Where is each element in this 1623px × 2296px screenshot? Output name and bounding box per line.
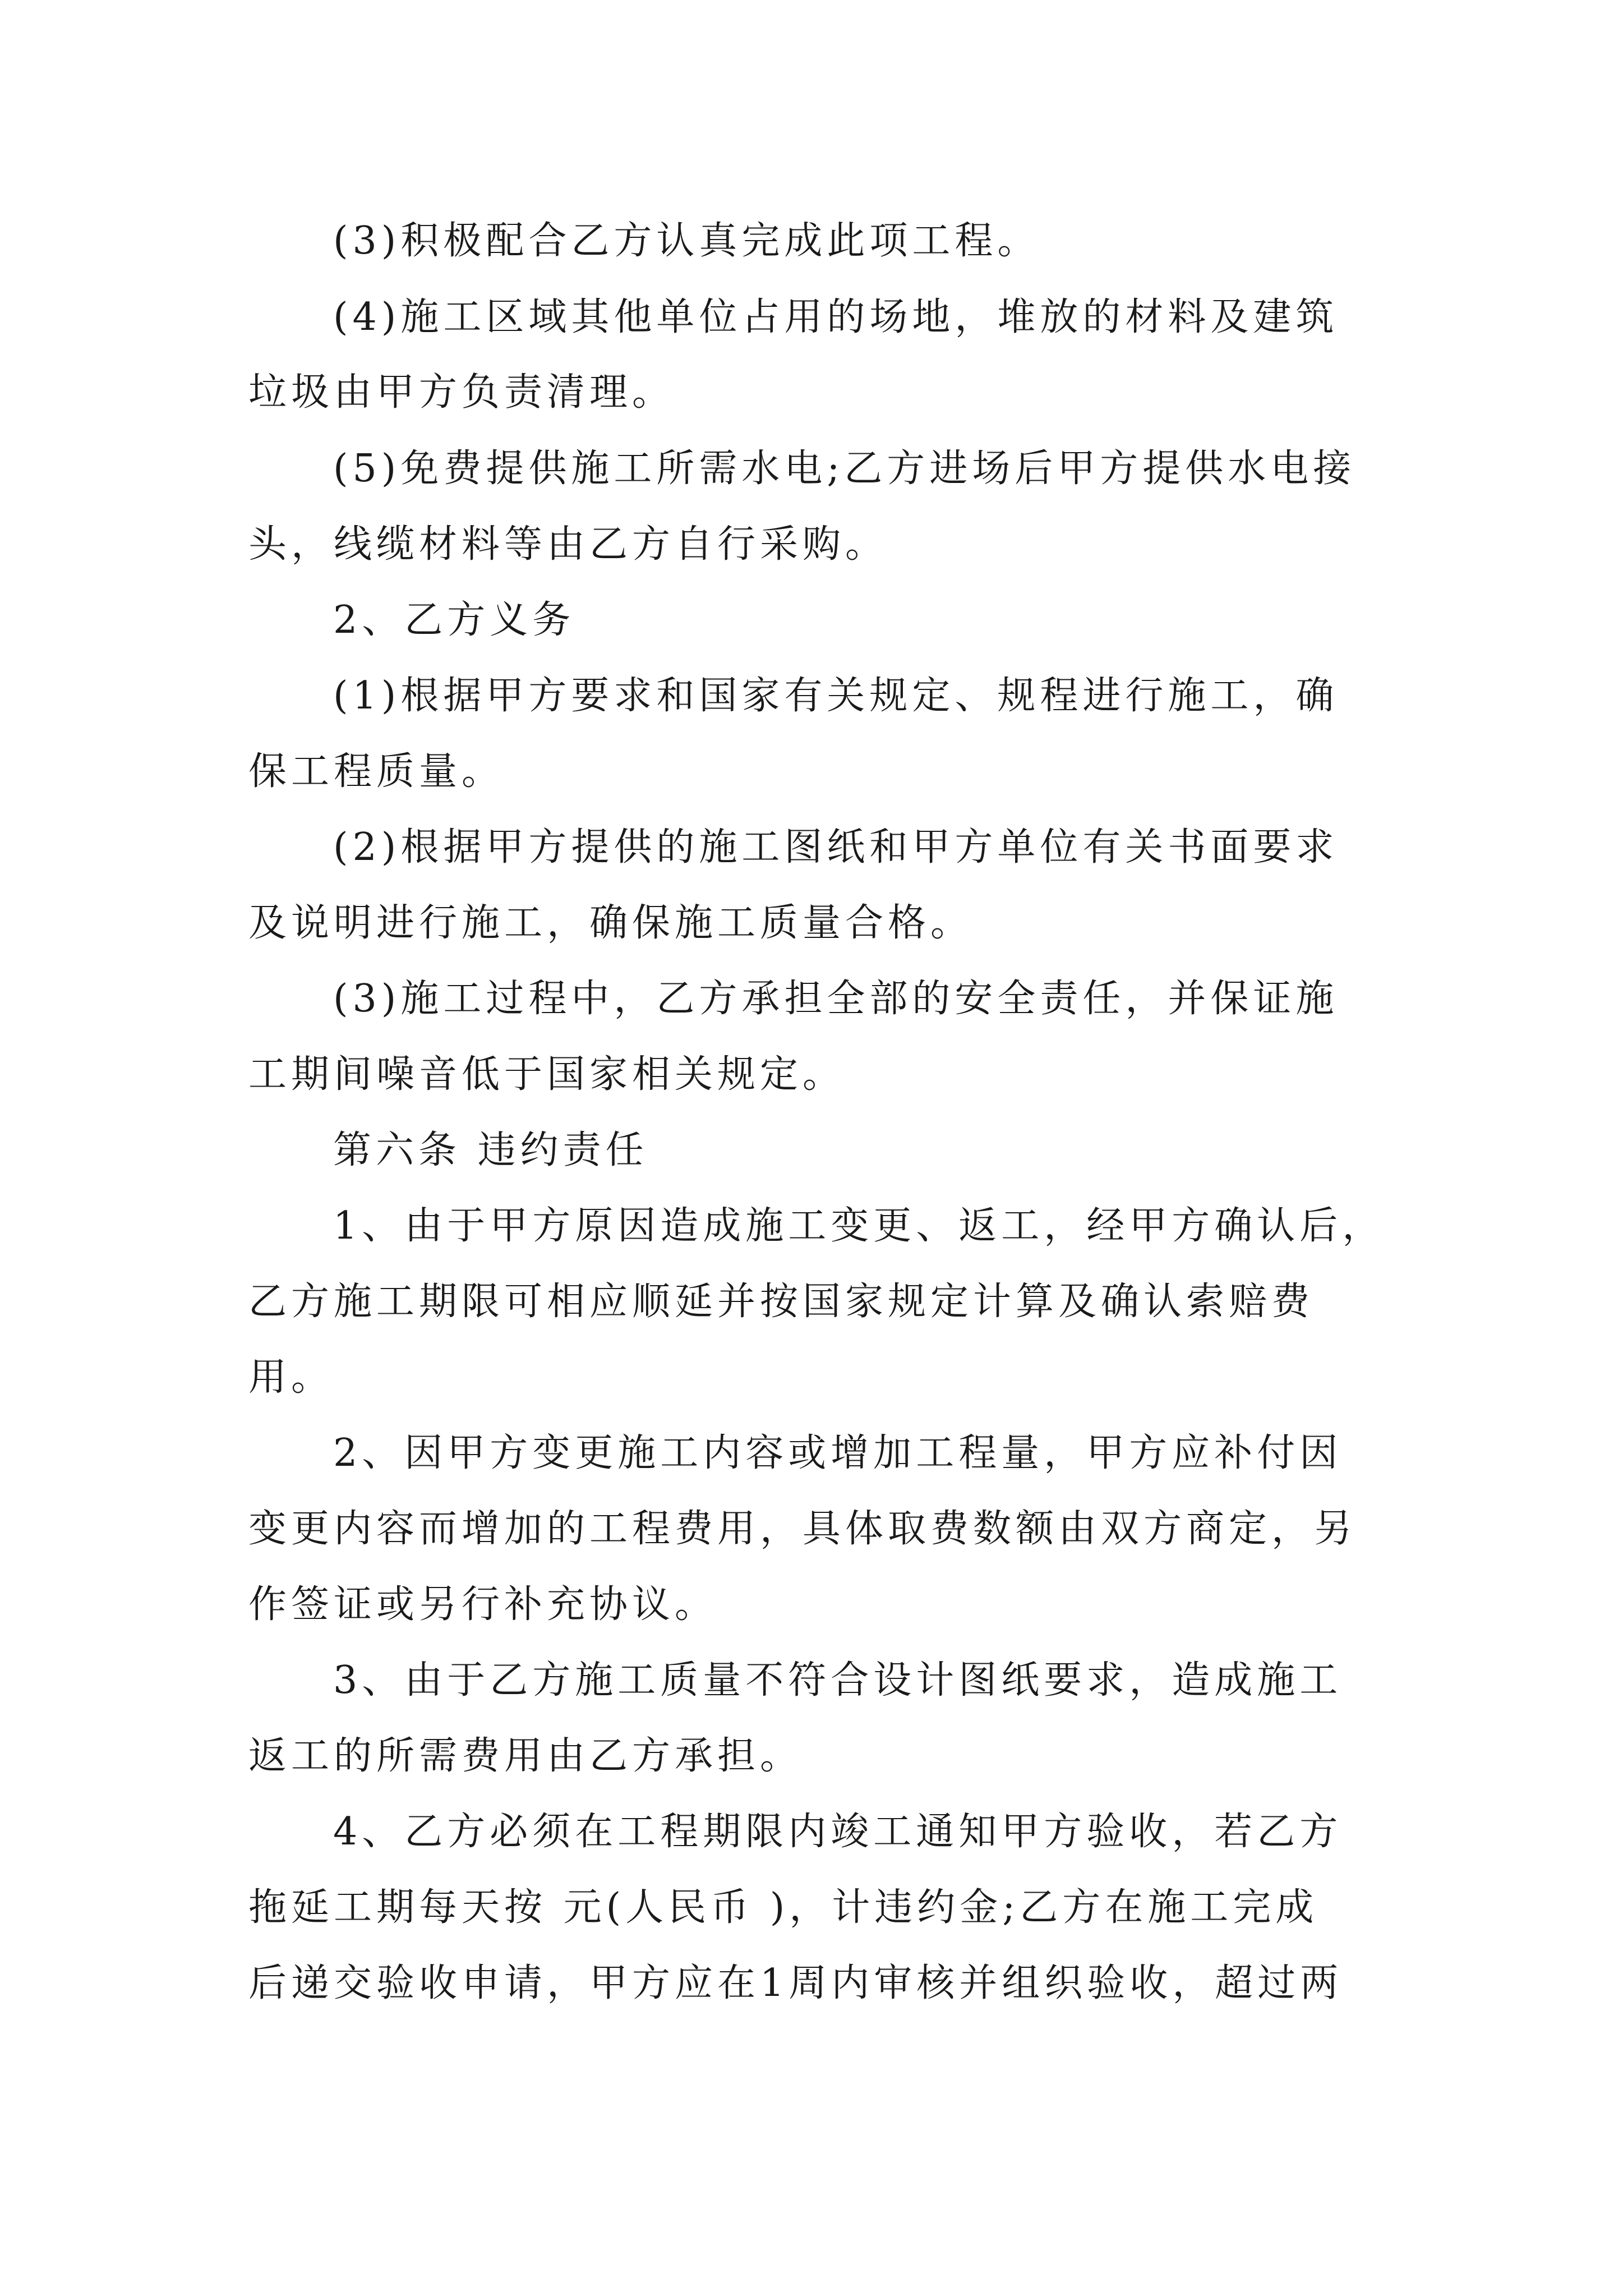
text-line: (4)施工区域其他单位占用的场地，堆放的材料及建筑 (333, 295, 1339, 339)
text-line: 保工程质量。 (248, 749, 505, 794)
text-line: 2、因甲方变更施工内容或增加工程量，甲方应补付因 (333, 1431, 1343, 1475)
text-line: 用。 (248, 1355, 334, 1400)
text-line: 4、乙方必须在工程期限内竣工通知甲方验收，若乙方 (333, 1810, 1343, 1854)
text-line: 工期间噪音低于国家相关规定。 (248, 1052, 846, 1097)
text-line: (1)根据甲方要求和国家有关规定、规程进行施工，确 (333, 674, 1339, 718)
text-line: (3)施工过程中，乙方承担全部的安全责任，并保证施 (333, 977, 1339, 1021)
text-line: 1、由于甲方原因造成施工变更、返工，经甲方确认后， (333, 1204, 1385, 1248)
article-heading: 第六条 违约责任 (333, 1128, 648, 1172)
text-line: 变更内容而增加的工程费用，具体取费数额由双方商定，另 (248, 1507, 1357, 1551)
text-line: 后递交验收申请，甲方应在1周内审核并组织验收，超过两 (248, 1961, 1343, 2005)
text-line: 作签证或另行补充协议。 (248, 1582, 718, 1627)
text-line: 乙方施工期限可相应顺延并按国家规定计算及确认索赔费 (248, 1280, 1315, 1324)
text-line: (3)积极配合乙方认真完成此项工程。 (333, 219, 1040, 263)
text-line: 垃圾由甲方负责清理。 (248, 370, 675, 415)
text-line: (2)根据甲方提供的施工图纸和甲方单位有关书面要求 (333, 825, 1339, 869)
text-line: 头，线缆材料等由乙方自行采购。 (248, 522, 888, 567)
text-line: 及说明进行施工，确保施工质量合格。 (248, 901, 974, 945)
text-line: 3、由于乙方施工质量不符合设计图纸要求，造成施工 (333, 1658, 1343, 1703)
text-line: 拖延工期每天按 元(人民币 )，计违约金;乙方在施工完成 (248, 1885, 1318, 1930)
text-line: 返工的所需费用由乙方承担。 (248, 1734, 803, 1778)
text-line: (5)免费提供施工所需水电;乙方进场后甲方提供水电接 (333, 447, 1356, 491)
section-heading: 2、乙方义务 (333, 598, 575, 642)
